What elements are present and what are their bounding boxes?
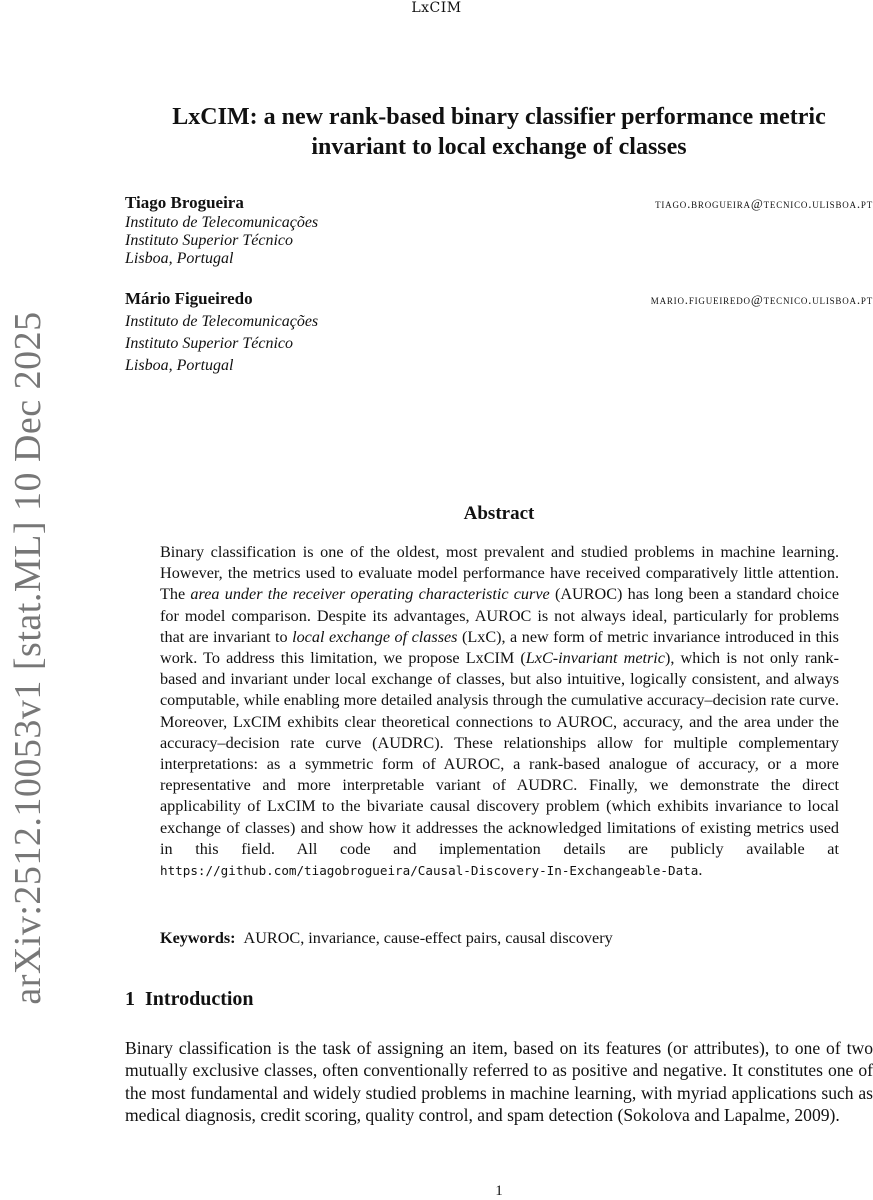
author-affiliation: Lisboa, Portugal — [125, 357, 234, 374]
abstract-emphasis: LxC-invariant metric — [525, 649, 665, 668]
section-number: 1 — [125, 988, 135, 1010]
section-title: Introduction — [145, 988, 254, 1010]
author-affiliation: Instituto Superior Técnico — [125, 335, 293, 352]
abstract-text: (LxC), a new form of metric invariance introduced in this work. To address this limitation, we propose LxCIM ( — [160, 627, 839, 668]
paper-title: LxCIM: a new rank-based binary classifier performance metric invariant to local exchange of classes — [172, 104, 826, 160]
introduction-paragraph: Binary classification is the task of assigning an item, based on its features (or attributes), to one of two mutually exclusive classes, often conventionally referred to as positive and negative. It constitutes one of the most fundamental and widely studied problems in machine learning, with myriad applications such as medical diagnosis, credit scoring, quality control, and spam detection (Sokolova and Lapalme, 2009). — [125, 1038, 873, 1126]
section-heading — [125, 988, 254, 1011]
author-block — [125, 193, 873, 268]
author-affiliation: Instituto de Telecomunicações — [125, 313, 319, 330]
abstract-heading: Abstract — [463, 503, 535, 524]
keywords — [160, 929, 839, 948]
author-affiliation: Lisboa, Portugal — [125, 250, 234, 267]
abstract-text: Binary classification is one of the oldest, most prevalent and studied problems in machine learning. However, the metrics used to evaluate model performance have received comparatively little attention. The — [160, 543, 839, 604]
arxiv-stamp: arXiv:2512.10053v1 [stat.ML] 10 Dec 2025 — [7, 311, 49, 1005]
abstract-text: (AUROC) has long been a standard choice for model comparison. Despite its advantages, AUROC is not always ideal, particularly for problems that are invariant to — [160, 585, 840, 646]
abstract-body — [160, 542, 839, 881]
author-name: Mário Figueiredo — [125, 289, 253, 308]
author-email[interactable]: tiago.brogueira@tecnico.ulisboa.pt — [655, 196, 873, 211]
author-affiliation: Instituto Superior Técnico — [125, 232, 293, 249]
page-number: 1 — [495, 1183, 503, 1199]
author-affiliation: Instituto de Telecomunicações — [125, 214, 319, 231]
author-block — [125, 289, 873, 375]
abstract-emphasis: local exchange of classes — [292, 627, 458, 646]
author-name: Tiago Brogueira — [125, 193, 244, 212]
keywords-text: AUROC, invariance, cause-effect pairs, causal discovery — [243, 929, 613, 947]
abstract-text: . — [698, 861, 703, 880]
running-head: LxCIM — [411, 0, 462, 16]
author-email[interactable]: mario.figueiredo@tecnico.ulisboa.pt — [650, 292, 873, 307]
keywords-label: Keywords: — [160, 929, 236, 947]
abstract-text: ), which is not only rank-based and invariant under local exchange of classes, but also intuitive, logically consistent, and always computable, while enabling more detailed analysis through the cumulative accuracy–decision rate curve. Moreover, LxCIM exhibits clear theoretical connections to AUROC, accuracy, and the area under the accuracy–decision rate curve (AUDRC). These relationships allow for multiple complementary interpretations: as a symmetric form of AUROC, a rank-based analogue of accuracy, or a more representative and more interpretable variant of AUDRC. Finally, we demonstrate the direct applicability of LxCIM to the bivariate causal discovery problem (which exhibits invariance to local exchange of classes) and show how it addresses the acknowledged limitations of existing metrics used in this field. All code and implementation details are publicly available at — [160, 649, 839, 858]
repository-link[interactable]: https://github.com/tiagobrogueira/Causal-Discovery-In-Exchangeable-Data — [160, 863, 699, 879]
abstract-emphasis: area under the receiver operating characteristic curve — [190, 585, 550, 604]
